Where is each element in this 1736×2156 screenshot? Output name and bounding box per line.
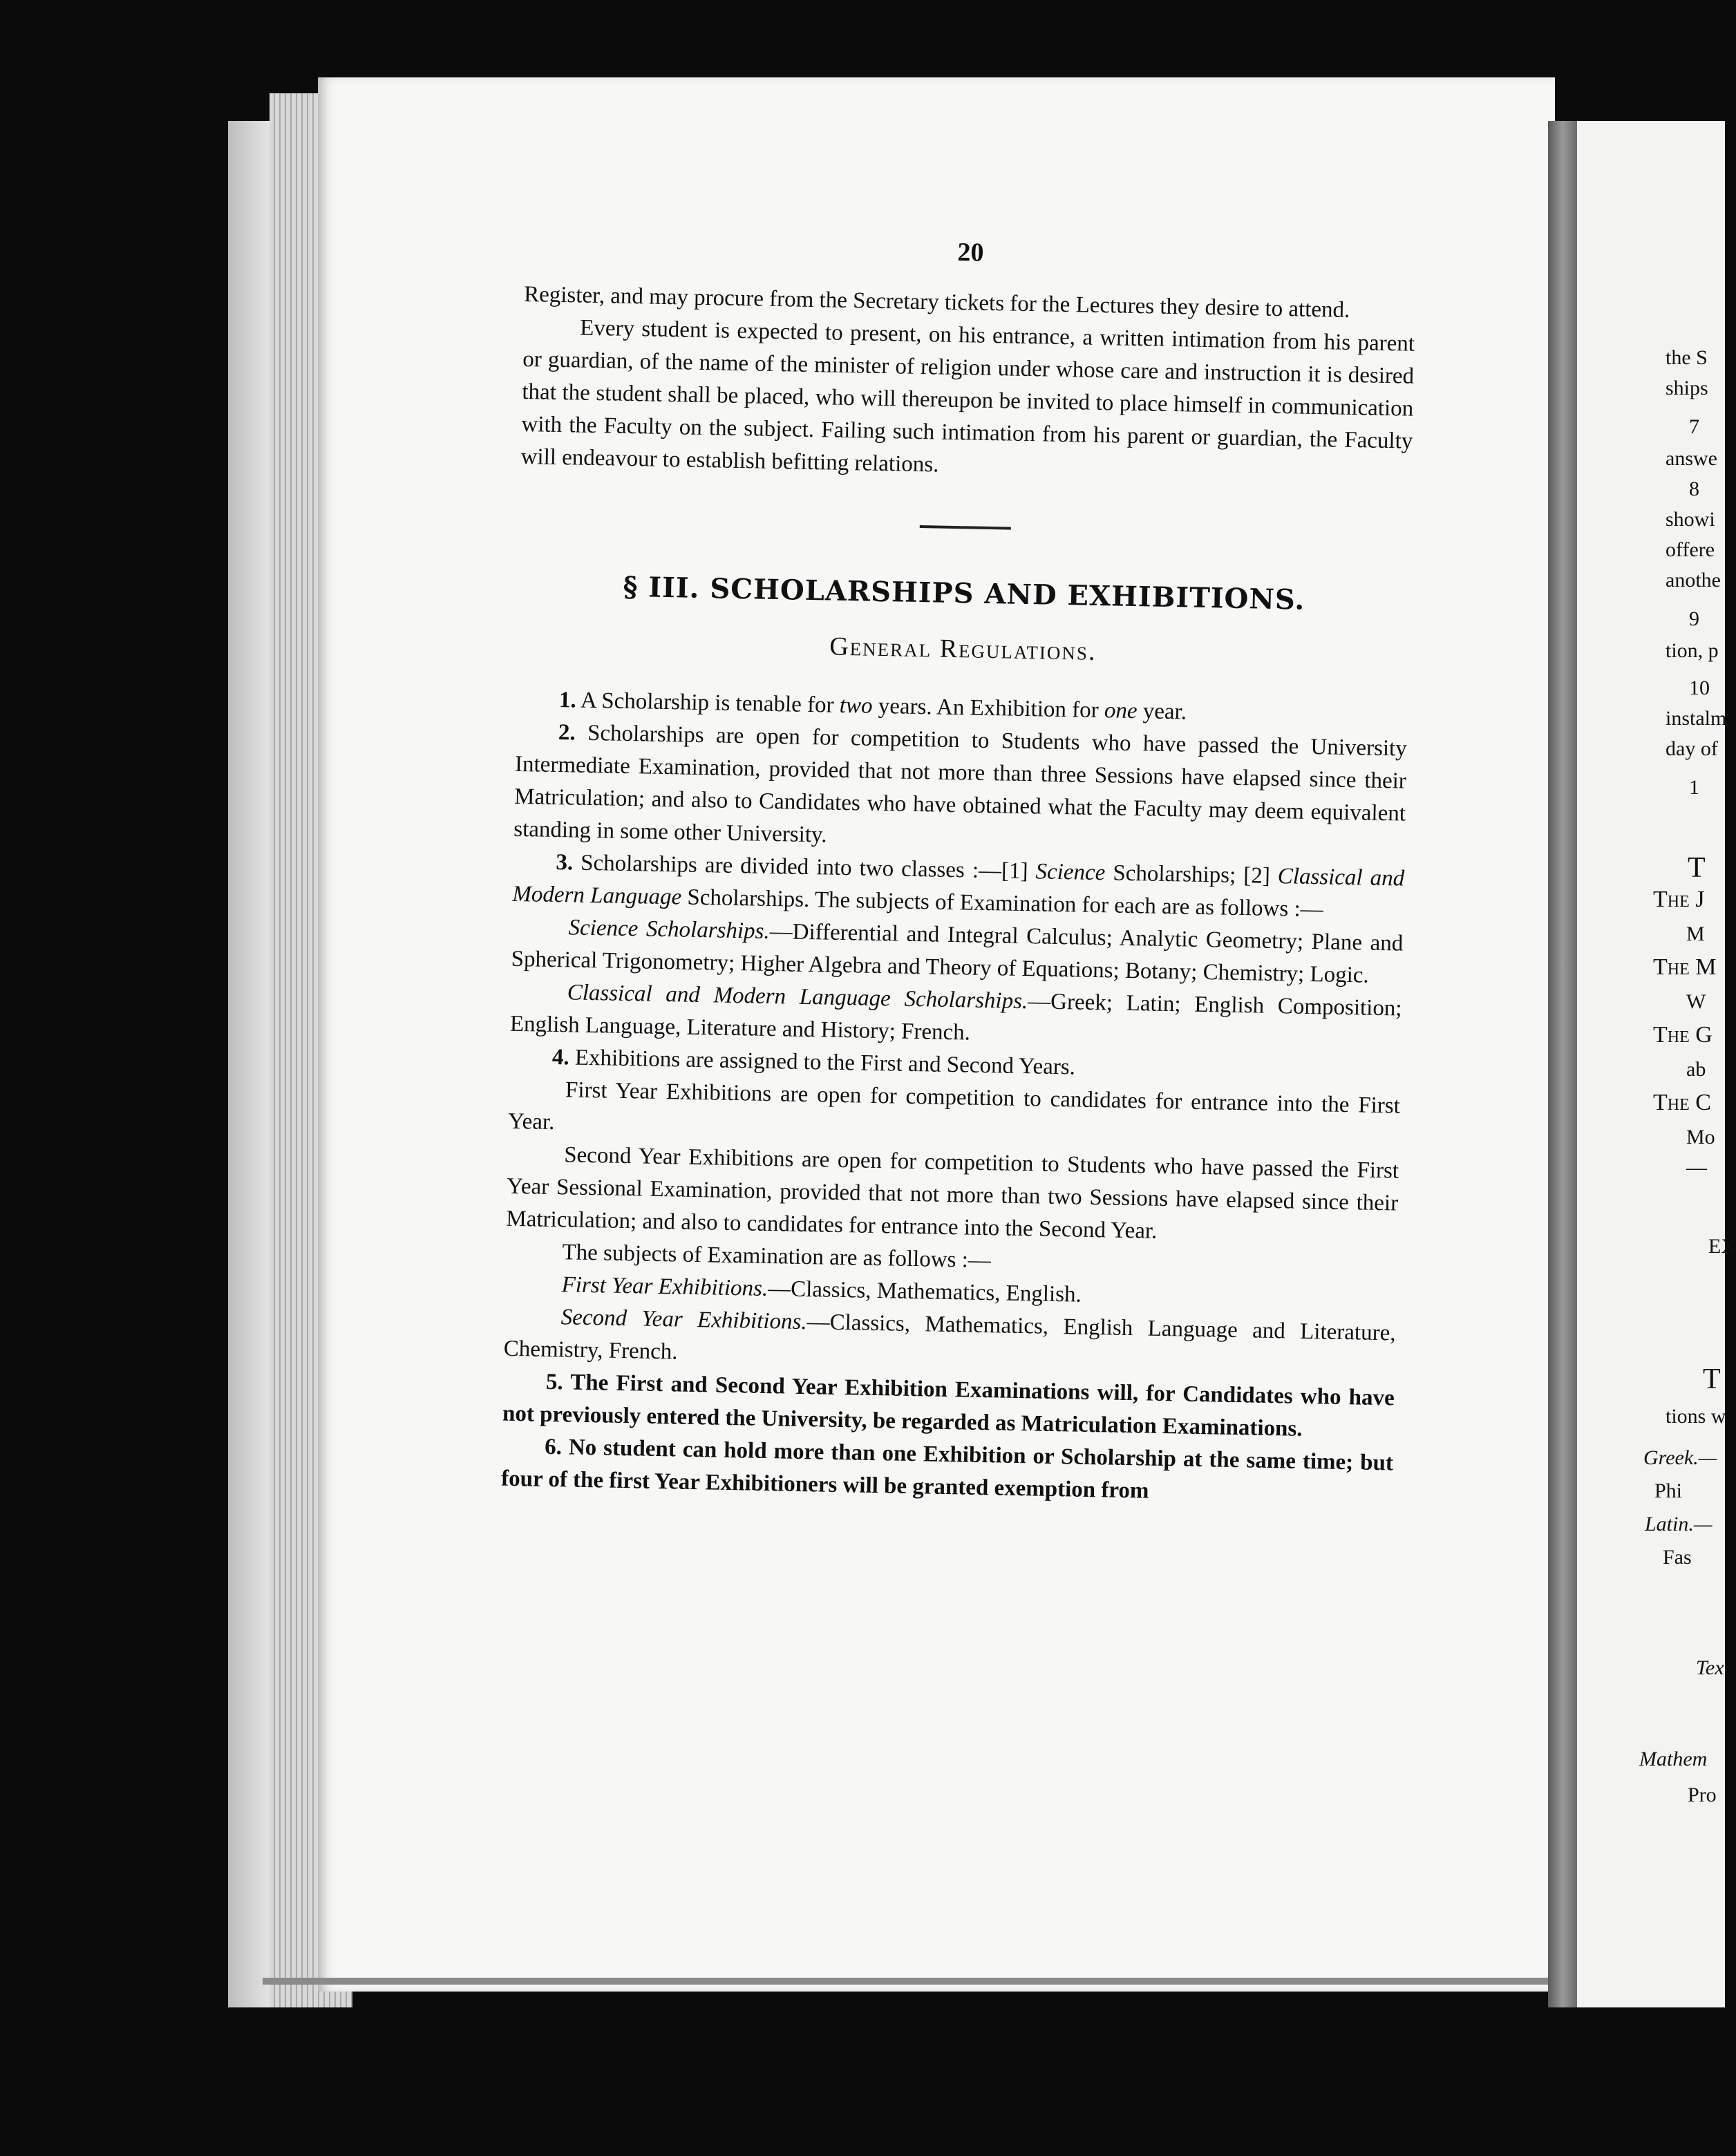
right-fragment: 7 bbox=[1689, 415, 1699, 438]
right-fragment: ab bbox=[1686, 1058, 1706, 1081]
subject-label: Science Scholarships. bbox=[568, 915, 771, 944]
subject-list: —Classics, Mathematics, English Language and Literature, Chemistry, French. bbox=[503, 1309, 1396, 1365]
page-number: 20 bbox=[957, 238, 984, 267]
page-text bbox=[501, 228, 1417, 1512]
right-fragment: showi bbox=[1666, 508, 1715, 531]
right-fragment: offere bbox=[1666, 538, 1715, 561]
right-fragment: The J bbox=[1653, 887, 1705, 912]
regulation-emphasis: Science bbox=[1035, 859, 1106, 886]
right-fragment: anothe bbox=[1666, 569, 1721, 592]
regulation-2 bbox=[513, 716, 1407, 863]
right-fragment: Latin.— bbox=[1645, 1513, 1713, 1535]
section-divider bbox=[920, 525, 1011, 530]
right-fragment: T bbox=[1703, 1363, 1721, 1395]
subjects-intro: The subjects of Examination are as follows :— bbox=[562, 1240, 992, 1274]
regulation-emphasis: Classical and Modern Language bbox=[512, 864, 1405, 910]
right-fragment: Greek.— bbox=[1643, 1446, 1717, 1469]
page-bottom-edge bbox=[263, 1978, 1562, 1985]
right-fragment: day of bbox=[1666, 737, 1718, 760]
subject-label: Second Year Exhibitions. bbox=[560, 1305, 808, 1335]
right-fragment: Pro bbox=[1688, 1784, 1717, 1806]
right-fragment: Fas bbox=[1663, 1546, 1692, 1569]
section-heading: § III. SCHOLARSHIPS AND EXHIBITIONS. bbox=[623, 570, 1305, 616]
right-fragment: the S bbox=[1666, 346, 1708, 369]
subject-list: —Greek; Latin; English Composition; English Language, Literature and History; French. bbox=[509, 989, 1402, 1046]
regulation-number: 4. bbox=[551, 1044, 570, 1070]
regulation-text: Exhibitions are assigned to the First and Second Years. bbox=[574, 1045, 1076, 1080]
right-fragment: Mathem bbox=[1639, 1748, 1708, 1770]
second-year-exhibitions-paragraph: Second Year Exhibitions are open for competition to Students who have passed the First Year Sessional Examination, provided that not more than two Sessions have elapsed since their Matriculation; and also to candidates for entrance into the Second Year. bbox=[506, 1142, 1399, 1244]
regulation-number: 1. bbox=[558, 688, 576, 713]
right-fragment: answe bbox=[1666, 447, 1717, 470]
intro-paragraph: Every student is expected to present, on his entrance, a written intimation from his parent or guardian, of the name of the minister of religion under whose care and instruction it is desired that the student shall be placed, who will thereupon be invited to place himself in communication with the Faculty on the subject. Failing such intimation from his parent or guardian, the Faculty will endeavour to establish befitting relations. bbox=[520, 315, 1415, 477]
right-fragment: 10 bbox=[1689, 677, 1710, 699]
right-fragment: The G bbox=[1653, 1022, 1713, 1048]
right-fragment: — bbox=[1686, 1156, 1707, 1179]
regulation-text: Scholarships are divided into two classes :—[1] bbox=[580, 850, 1028, 885]
subject-label: First Year Exhibitions. bbox=[561, 1272, 768, 1302]
right-fragment: 1 bbox=[1689, 776, 1699, 799]
right-fragment: 8 bbox=[1689, 477, 1699, 500]
right-fragment: tion, p bbox=[1666, 639, 1719, 662]
regulation-number: 6. bbox=[544, 1434, 563, 1460]
right-fragment: The M bbox=[1653, 954, 1717, 980]
intro-paragraph: Register, and may procure from the Secretary tickets for the Lectures they desire to attend. bbox=[523, 281, 1350, 323]
right-fragment: Tex bbox=[1696, 1656, 1724, 1679]
regulation-emphasis: one bbox=[1104, 698, 1138, 724]
regulation-number: 5. bbox=[545, 1369, 564, 1395]
regulation-text: No student can hold more than one Exhibition or Scholarship at the same time; but four of the first Year Exhibitioners will be granted exemption from bbox=[500, 1435, 1394, 1504]
regulation-text: year. bbox=[1142, 699, 1187, 725]
right-fragment: EX bbox=[1708, 1235, 1736, 1258]
regulation-number: 2. bbox=[558, 720, 576, 746]
book-gutter bbox=[1548, 121, 1577, 2007]
regulation-number: 3. bbox=[556, 850, 574, 876]
first-year-exhibitions-paragraph: First Year Exhibitions are open for competition to candidates for entrance into the First Year. bbox=[507, 1077, 1401, 1135]
regulation-text: years. An Exhibition for bbox=[878, 693, 1100, 724]
regulation-text: A Scholarship is tenable for bbox=[580, 688, 834, 718]
right-fragment: The C bbox=[1653, 1090, 1711, 1115]
right-fragment: W bbox=[1686, 990, 1706, 1013]
right-fragment: Mo bbox=[1686, 1126, 1715, 1148]
subject-label: Classical and Modern Language Scholarships. bbox=[567, 980, 1028, 1014]
right-fragment: ships bbox=[1666, 377, 1708, 399]
right-fragment: tions w bbox=[1666, 1405, 1726, 1428]
regulation-text: Scholarships; [2] bbox=[1113, 860, 1271, 889]
right-fragment: instalm bbox=[1666, 707, 1727, 730]
right-fragment: T bbox=[1688, 852, 1706, 884]
regulation-text: The First and Second Year Exhibition Examinations will, for Candidates who have not previously entered the University, be regarded as Matriculation Examinations. bbox=[502, 1370, 1395, 1441]
regulation-text: Scholarships are open for competition to Students who have passed the University Intermediate Examination, provided that not more than three Sessions have elapsed since their Matriculation; and also to Candidates who have obtained what the Faculty may deem equivalent standing in some other University. bbox=[513, 720, 1408, 848]
right-fragment: 9 bbox=[1689, 607, 1699, 630]
regulation-emphasis: two bbox=[839, 692, 873, 719]
right-fragment: Phi bbox=[1654, 1479, 1683, 1502]
regulation-text: Scholarships. The subjects of Examination for each are as follows :— bbox=[687, 885, 1324, 923]
subject-list: —Differential and Integral Calculus; Analytic Geometry; Plane and Spherical Trigonometry; Higher Algebra and Theory of Equations; Botany; Chemistry; Logic. bbox=[511, 918, 1404, 988]
right-page bbox=[1577, 121, 1736, 2007]
subject-list: —Classics, Mathematics, English. bbox=[767, 1276, 1082, 1307]
sub-heading: General Regulations. bbox=[829, 632, 1097, 666]
right-fragment: M bbox=[1686, 923, 1705, 945]
